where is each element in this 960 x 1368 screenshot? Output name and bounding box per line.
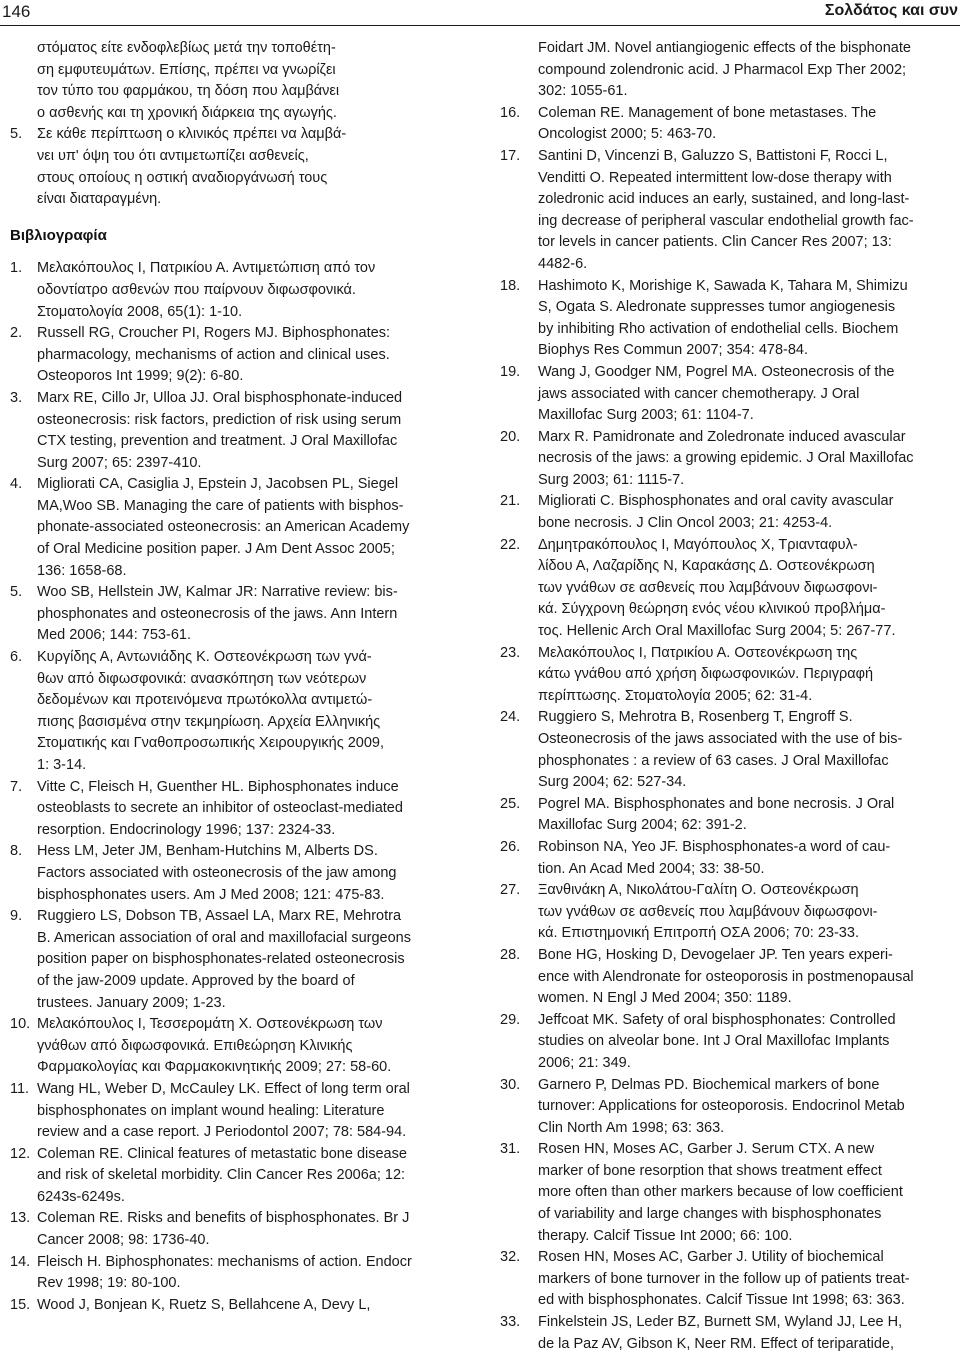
list-text-line: στους οποίους η οστική αναδιοργάνωσή τους [37,169,328,186]
reference-item [10,841,458,906]
reference-text-line: Maxillofac Surg 2003; 61: 1104-7. [538,407,754,424]
reference-text-line: Robinson NA, Yeo JF. Bisphosphonates-a word of cau- [538,838,891,855]
reference-number: 23. [500,644,521,661]
reference-continuation [500,38,956,103]
reference-text-line: ing decrease of peripheral vascular endothelial growth fac- [538,212,914,229]
page-header [0,0,960,26]
reference-text-line: pharmacology, mechanisms of action and clinical uses. [37,346,390,363]
reference-item [10,1079,458,1144]
reference-text-line: λίδου Α, Λαζαρίδης Ν, Καρακάσης Δ. Οστεονέκρωση [538,558,875,575]
reference-text-line: Osteoporos Int 1999; 9(2): 6-80. [37,368,244,385]
reference-number: 7. [10,778,23,795]
reference-item [10,474,458,582]
reference-number: 15. [10,1296,31,1313]
reference-text-line: κά. Σύγχρονη θεώρηση ενός νέου κλινικού προβλήμα- [538,601,886,618]
reference-text-line: Foidart JM. Novel antiangiogenic effects of the bisphonate [538,40,911,56]
reference-text-line: κά. Επιστημονική Επιτροπή ΟΣΑ 2006; 70: 23-33. [538,925,859,942]
reference-text-line: Rosen HN, Moses AC, Garber J. Utility of biochemical [538,1249,884,1266]
list-text-line: Σε κάθε περίπτωση ο κλινικός πρέπει να λαμβά- [37,126,347,143]
reference-text-line: bisphosphonates on implant wound healing: Literature [37,1102,385,1119]
header-rule [0,25,960,26]
reference-text-line: S, Ogata S. Aledronate suppresses tumor angiogenesis [538,299,896,316]
reference-item [10,1014,458,1079]
reference-text-line: jaws associated with cancer chemotherapy. J Oral [538,385,860,402]
reference-item [500,880,956,945]
reference-text-line: Clin North Am 1998; 63: 363. [538,1119,725,1136]
reference-number: 29. [500,1011,521,1028]
reference-item [500,362,956,427]
reference-text-line: Migliorati C. Bisphosphonates and oral cavity avascular [538,493,894,510]
reference-item [500,945,956,1010]
reference-text-line: Rosen HN, Moses AC, Garber J. Serum CTX. A new [538,1141,875,1158]
reference-number: 19. [500,363,521,380]
reference-item [500,1247,956,1312]
reference-number: 26. [500,838,521,855]
reference-text-line: 302: 1055-61. [538,83,628,100]
reference-text-line: Factors associated with osteonecrosis of the jaw among [37,864,397,881]
reference-text-line: more often than other markers because of low coefficient [538,1184,903,1201]
left-column [10,38,458,1316]
reference-text-line: Μελακόπουλος Ι, Πατρικίου Α. Οστεονέκρωση της [538,644,858,661]
reference-text-line: Coleman RE. Management of bone metastases. The [538,104,877,121]
reference-text-line: Pogrel MA. Bisphosphonates and bone necrosis. J Oral [538,795,895,812]
reference-text-line: Wang HL, Weber D, McCauley LK. Effect of long term oral [37,1080,410,1097]
reference-text-line: Wang J, Goodger NM, Pogrel MA. Osteonecrosis of the [538,363,895,380]
reference-text-line: tion. An Acad Med 2004; 33: 38-50. [538,860,765,877]
reference-item [10,1208,458,1251]
reference-text-line: Woo SB, Hellstein JW, Kalmar JR: Narrative review: bis- [37,584,398,601]
reference-item [500,535,956,643]
reference-item [10,777,458,842]
reference-text-line: τος. Hellenic Arch Oral Maxillofac Surg 2004; 5: 267-77. [538,623,896,640]
reference-number: 25. [500,795,521,812]
reference-text-line: Coleman RE. Clinical features of metastatic bone disease [37,1145,407,1162]
reference-text-line: osteonecrosis: risk factors, prediction of risk using serum [37,411,402,428]
reference-text-line: Κυργίδης Α, Αντωνιάδης Κ. Οστεονέκρωση των γνά- [37,649,372,666]
reference-text-line: compound zolendronic acid. J Pharmacol Exp Ther 2002; [538,61,907,78]
reference-text-line: Στοματολογία 2008, 65(1): 1-10. [37,303,243,320]
reference-text-line: Surg 2003; 61: 1115-7. [538,471,685,488]
reference-item [500,1075,956,1140]
reference-text-line: of the jaw-2009 update. Approved by the board of [37,972,355,989]
reference-text-line: phosphonates : a review of 63 cases. J Oral Maxillofac [538,752,889,769]
reference-text-line: Ruggiero LS, Dobson TB, Assael LA, Marx RE, Mehrotra [37,908,402,925]
list-point-5 [10,124,458,210]
reference-text-line: περίπτωσης. Στοματολογία 2005; 62: 31-4. [538,687,813,704]
reference-text-line: bisphosphonates users. Am J Med 2008; 121: 475-83. [37,886,385,903]
reference-text-line: Venditti O. Repeated intermittent low-dose therapy with [538,169,892,186]
reference-text-line: therapy. Calcif Tissue Int 2000; 66: 100. [538,1227,793,1244]
running-title: Σολδάτος και συν [824,2,958,19]
intro-paragraph [10,38,458,124]
reference-text-line: Oncologist 2000; 5: 463-70. [538,126,717,143]
reference-item [500,427,956,492]
reference-number: 30. [500,1076,521,1093]
reference-text-line: phosphonates and osteonecrosis of the jaws. Ann Intern [37,605,398,622]
references-list-right [500,103,956,1355]
reference-text-line: 2006; 21: 349. [538,1054,631,1071]
reference-text-line: zoledronic acid induces an early, sustained, and long-last- [538,191,910,208]
reference-item [500,103,956,146]
reference-text-line: Fleisch H. Biphosphonates: mechanisms of action. Endocr [37,1253,412,1270]
reference-item [10,647,458,777]
intro-line: στόματος είτε ενδοφλεβίως μετά την τοποθέτη- [37,40,336,56]
reference-number: 13. [10,1210,31,1227]
reference-text-line: Μελακόπουλος Ι, Τεσσερομάτη Χ. Οστεονέκρωση των [37,1016,383,1033]
reference-text-line: ed with bisphosphonates. Calcif Tissue Int 1998; 63: 363. [538,1292,905,1309]
reference-text-line: Cancer 2008; 98: 1736-40. [37,1232,210,1249]
reference-text-line: studies on alveolar bone. Int J Oral Maxillofac Implants [538,1033,890,1050]
reference-text-line: Στοματικής και Γναθοπροσωπικής Χειρουργικής 2009, [37,735,384,752]
reference-number: 1. [10,260,23,277]
reference-text-line: 4482-6. [538,255,588,272]
reference-item [500,1010,956,1075]
reference-item [10,1252,458,1295]
reference-number: 17. [500,147,521,164]
reference-number: 21. [500,493,521,510]
intro-line: τον τύπο του φαρμάκου, τη δόση που λαμβάνει [37,83,340,100]
reference-text-line: Wood J, Bonjean K, Ruetz S, Bellahcene A, Devy L, [37,1296,371,1313]
list-number: 5. [10,126,23,143]
reference-number: 12. [10,1145,31,1162]
reference-text-line: position paper on bisphosphonates-related osteonecrosis [37,951,405,968]
reference-item [10,582,458,647]
reference-number: 24. [500,709,521,726]
reference-item [10,258,458,323]
reference-text-line: γνάθων από διφωσφονικά. Επιθεώρηση Κλινικής [37,1037,353,1054]
reference-text-line: Surg 2004; 62: 527-34. [538,774,687,791]
reference-number: 3. [10,389,23,406]
reference-text-line: marker of bone resorption that shows treatment effect [538,1162,882,1179]
reference-text-line: review and a case report. J Periodontol 2007; 78: 584-94. [37,1124,407,1141]
reference-text-line: Maxillofac Surg 2004; 62: 391-2. [538,817,747,834]
reference-number: 27. [500,882,521,899]
references-heading: Βιβλιογραφία [10,226,107,244]
reference-number: 22. [500,536,521,553]
reference-number: 2. [10,325,23,342]
reference-item [500,794,956,837]
reference-text-line: osteoblasts to secrete an inhibitor of osteoclast-mediated [37,800,403,817]
reference-number: 16. [500,104,521,121]
reference-text-line: MA,Woo SB. Managing the care of patients with bisphos- [37,497,404,514]
reference-number: 28. [500,946,521,963]
reference-item [10,906,458,1014]
intro-line: ο ασθενής και τη χρονική διάρκεια της αγωγής. [37,104,337,121]
reference-text-line: B. American association of oral and maxillofacial surgeons [37,929,411,946]
reference-number: 20. [500,428,521,445]
reference-text-line: of Oral Medicine position paper. J Am Dent Assoc 2005; [37,541,395,558]
reference-text-line: Russell RG, Croucher PI, Rogers MJ. Biphosphonates: [37,325,390,342]
reference-text-line: Biophys Res Commun 2007; 354: 478-84. [538,342,809,359]
list-text-line: νει υπ' όψη του ότι αντιμετωπίζει ασθενείς, [37,147,309,164]
reference-text-line: οδοντίατρο ασθενών που παίρνουν διφωσφονικά. [37,281,356,298]
reference-text-line: των γνάθων σε ασθενείς που λαμβάνουν διφωσφονι- [538,579,878,596]
reference-item [500,1312,956,1355]
reference-text-line: πισης βασισμένα στην τεκμηρίωση. Αρχεία Ελληνικής [37,713,381,730]
reference-text-line: Hashimoto K, Morishige K, Sawada K, Tahara M, Shimizu [538,277,908,294]
reference-text-line: θων από διφωσφονικά: ανασκόπηση των νεότερων [37,670,367,687]
reference-text-line: Ξανθινάκη Α, Νικολάτου-Γαλίτη Ο. Οστεονέκρωση [538,882,859,899]
reference-text-line: 136: 1658-68. [37,562,127,579]
reference-number: 18. [500,277,521,294]
reference-text-line: Marx R. Pamidronate and Zoledronate induced avascular [538,428,906,445]
reference-item [500,643,956,708]
reference-text-line: Δημητρακόπουλος Ι, Μαγόπουλος Χ, Τριανταφυλ- [538,536,858,553]
reference-item [500,707,956,793]
reference-text-line: Vitte C, Fleisch H, Guenther HL. Biphosphonates induce [37,778,399,795]
reference-item [500,276,956,362]
reference-number: 10. [10,1016,31,1033]
reference-text-line: Rev 1998; 19: 80-100. [37,1275,181,1292]
reference-text-line: phonate-associated osteonecrosis: an American Academy [37,519,410,536]
reference-item [10,1144,458,1209]
reference-text-line: bone necrosis. J Clin Oncol 2003; 21: 4253-4. [538,515,833,532]
reference-text-line: Bone HG, Hosking D, Devogelaer JP. Ten years experi- [538,946,893,963]
reference-text-line: Μελακόπουλος Ι, Πατρικίου Α. Αντιμετώπιση από τον [37,260,376,277]
reference-text-line: Coleman RE. Risks and benefits of bisphosphonates. Br J [37,1210,410,1227]
reference-text-line: Hess LM, Jeter JM, Benham-Hutchins M, Alberts DS. [37,843,378,860]
reference-text-line: των γνάθων σε ασθενείς που λαμβάνουν διφωσφονι- [538,903,878,920]
page-number: 146 [2,2,31,21]
reference-item [500,1139,956,1247]
reference-text-line: Migliorati CA, Casiglia J, Epstein J, Jacobsen PL, Siegel [37,476,399,493]
reference-item [10,323,458,388]
reference-text-line: necrosis of the jaws: a growing epidemic. J Oral Maxillofac [538,450,914,467]
list-text-line: είναι διαταραγμένη. [37,191,162,208]
intro-line: ση εμφυτευμάτων. Επίσης, πρέπει να γνωρίζει [37,61,336,78]
reference-item [10,1295,458,1317]
reference-text-line: Garnero P, Delmas PD. Biochemical markers of bone [538,1076,880,1093]
reference-number: 9. [10,908,23,925]
reference-text-line: κάτω γνάθου από χρήση διφωσφονικών. Περιγραφή [538,666,874,683]
reference-text-line: Osteonecrosis of the jaws associated with the use of bis- [538,731,903,747]
reference-text-line: by inhibiting Rho activation of endothelial cells. Biochem [538,320,899,337]
reference-number: 31. [500,1141,521,1158]
reference-number: 5. [10,584,23,601]
reference-item [500,837,956,880]
reference-text-line: 6243s-6249s. [37,1188,125,1205]
right-column [500,38,956,1355]
reference-text-line: of variability and large changes with bisphosphonates [538,1206,882,1223]
reference-number: 32. [500,1249,521,1266]
reference-text-line: women. N Engl J Med 2004; 350: 1189. [538,990,792,1007]
reference-text-line: turnover: Applications for osteoporosis. Endocrinol Metab [538,1098,905,1115]
reference-number: 8. [10,843,23,860]
reference-text-line: Jeffcoat MK. Safety of oral bisphosphonates: Controlled [538,1011,896,1028]
reference-text-line: 1: 3-14. [37,757,87,773]
reference-text-line: CTX testing, prevention and treatment. J Oral Maxillofac [37,433,398,450]
reference-number: 33. [500,1314,521,1331]
reference-text-line: Φαρμακολογίας και Φαρμακοκινητικής 2009; 27: 58-60. [37,1059,392,1076]
reference-text-line: ence with Alendronate for osteoporosis in postmenopausal [538,968,914,985]
reference-text-line: Ruggiero S, Mehrotra B, Rosenberg T, Engroff S. [538,709,853,726]
reference-text-line: δεδομένων και προτεινόμενα πρωτόκολλα αντιμετώ- [37,692,373,709]
reference-text-line: de la Paz AV, Gibson K, Neer RM. Effect of teriparatide, [538,1335,894,1352]
reference-text-line: resorption. Endocrinology 1996; 137: 2324-33. [37,821,336,838]
reference-number: 4. [10,476,23,493]
reference-item [10,388,458,474]
reference-number: 6. [10,649,23,666]
reference-text-line: and risk of skeletal morbidity. Clin Cancer Res 2006a; 12: [37,1167,406,1184]
reference-text-line: markers of bone turnover in the follow up of patients treat- [538,1270,910,1287]
reference-number: 11. [10,1080,30,1097]
reference-text-line: Med 2006; 144: 753-61. [37,627,191,644]
reference-number: 14. [10,1253,31,1270]
reference-item [500,146,956,276]
reference-text-line: Surg 2007; 65: 2397-410. [37,454,202,471]
references-list-left [10,258,458,1316]
reference-text-line: Finkelstein JS, Leder BZ, Burnett SM, Wyland JJ, Lee H, [538,1314,903,1331]
reference-text-line: tor levels in cancer patients. Clin Cancer Res 2007; 13: [538,234,892,251]
reference-text-line: Santini D, Vincenzi B, Galuzzo S, Battistoni F, Rocci L, [538,147,888,164]
reference-text-line: trustees. January 2009; 1-23. [37,994,226,1011]
reference-text-line: Marx RE, Cillo Jr, Ulloa JJ. Oral bisphosphonate-induced [37,389,403,406]
reference-item [500,491,956,534]
